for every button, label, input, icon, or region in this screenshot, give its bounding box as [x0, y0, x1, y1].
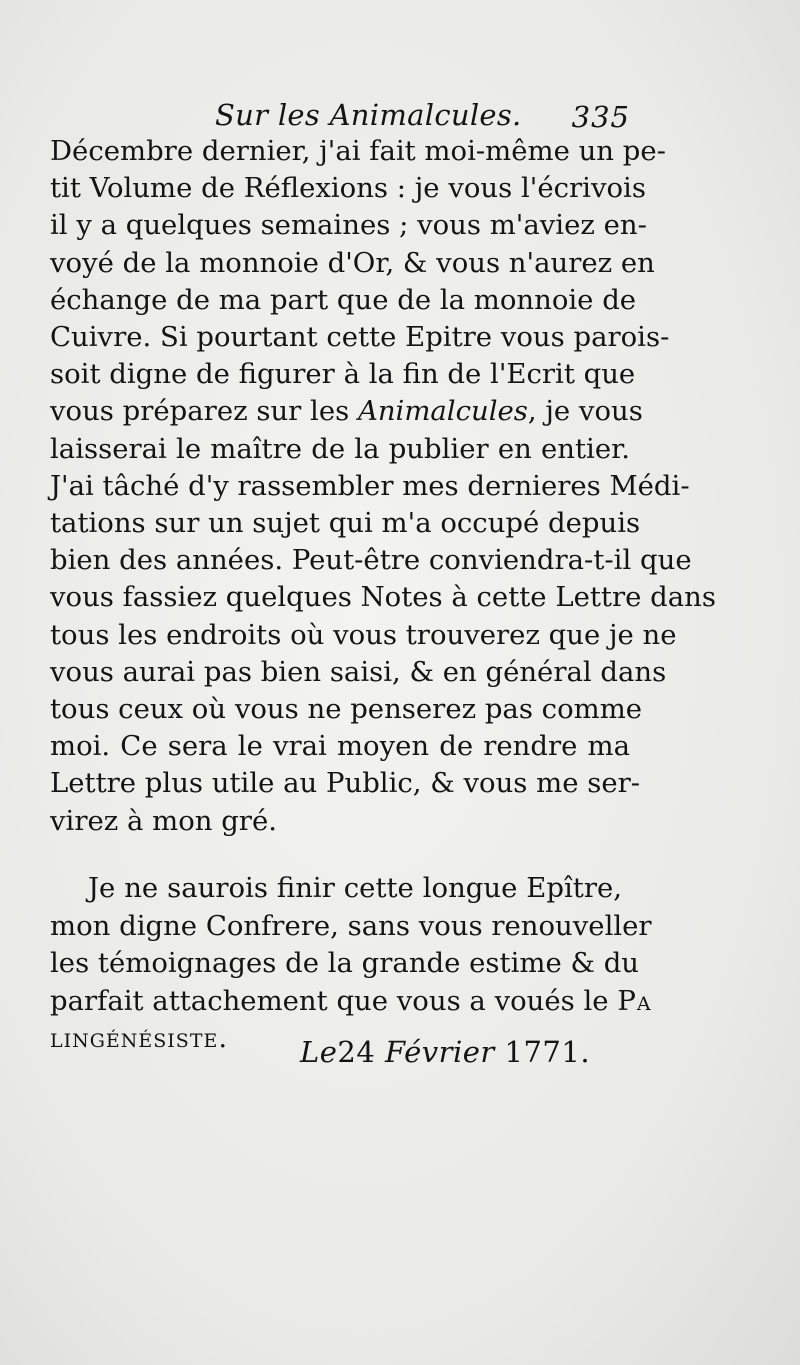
italic-term: Animalcules	[357, 395, 528, 428]
page-number: 335	[571, 100, 630, 134]
text-line: virez à mon gré.	[50, 804, 277, 837]
text-fragment: vous préparez sur les	[50, 395, 358, 428]
text-line: tous ceux où vous ne penserez pas comme	[50, 693, 643, 726]
text-line: tations sur un sujet qui m'a occupé depuis	[50, 507, 641, 540]
text-line: soit digne de figurer à la fin de l'Ecrit que	[50, 358, 636, 391]
show-through-texture	[30, 1110, 630, 1310]
text-line-with-signature	[50, 983, 652, 1021]
signature-end: lingénésiste.	[50, 1022, 229, 1054]
text-fragment: , je vous	[527, 395, 643, 428]
letter-date	[300, 1035, 590, 1069]
text-line: tit Volume de Réflexions : je vous l'écrivois	[50, 172, 646, 205]
text-line: vous fassiez quelques Notes à cette Lettre dans	[50, 581, 716, 614]
text-line-with-italic	[50, 393, 643, 430]
text-line: les témoignages de la grande estime & du	[50, 947, 640, 979]
text-line: J'ai tâché d'y rassembler mes dernieres Médi-	[50, 469, 690, 502]
text-line: mon digne Confrere, sans vous renouveller	[50, 909, 652, 942]
text-line: Je ne saurois finir cette longue Epître,	[88, 872, 622, 904]
text-fragment: parfait attachement que vous a voués le	[50, 984, 618, 1017]
text-line: bien des années. Peut-être conviendra-t-il que	[50, 544, 692, 577]
date-month: Février	[385, 1035, 495, 1069]
running-title: Sur les Animalcules.	[215, 98, 522, 132]
text-line: il y a quelques semaines ; vous m'aviez en-	[50, 209, 647, 242]
closing-paragraph	[50, 870, 652, 1058]
page-header	[50, 98, 630, 138]
text-line: Cuivre. Si pourtant cette Epitre vous parois-	[50, 321, 670, 354]
text-line: voyé de la monnoie d'Or, & vous n'aurez en	[50, 246, 655, 279]
text-line: Lettre plus utile au Public, & vous me ser-	[50, 767, 641, 800]
date-prefix: Le	[300, 1035, 338, 1069]
signature-start: Pa	[617, 984, 652, 1017]
letter-paragraph	[50, 133, 716, 840]
date-year: 1771.	[504, 1035, 591, 1069]
text-line: tous les endroits où vous trouverez que je ne	[50, 618, 677, 651]
text-line: Décembre dernier, j'ai fait moi-même un pe-	[50, 135, 666, 167]
text-line: vous aurai pas bien saisi, & en général dans	[50, 655, 667, 688]
text-line: laisserai le maître de la publier en entier.	[50, 432, 630, 465]
text-line: échange de ma part que de la monnoie de	[50, 283, 637, 316]
text-line: moi. Ce sera le vrai moyen de rendre ma	[50, 730, 630, 763]
date-day: 24	[337, 1035, 376, 1069]
